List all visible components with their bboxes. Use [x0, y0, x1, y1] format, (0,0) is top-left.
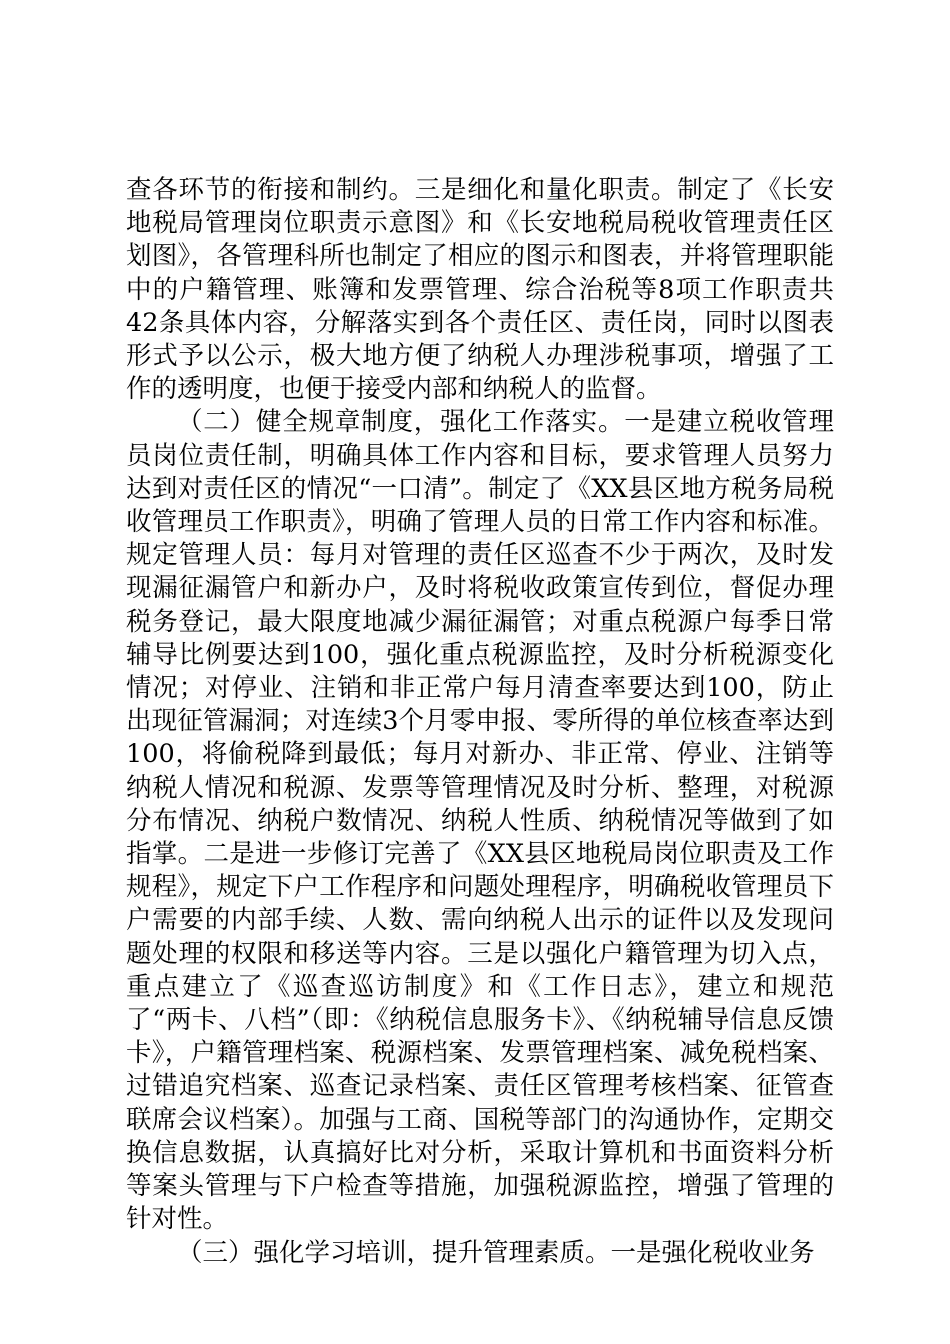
paragraph-continuation: 查各环节的衔接和制约。三是细化和量化职责。制定了《长安地税局管理岗位职责示意图》和《长安地税局税收管理责任区划图》，各管理科所也制定了相应的图示和图表，并将管理职能中的户籍管理、账簿和发票管理、综合治税等8项工作职责共42条具体内容，分解落实到各个责任区、责任岗，同时以图表形式予以公示，极大地方便了纳税人办理涉税事项，增强了工作的透明度，也便于接受内部和纳税人的监督。: [126, 175, 834, 405]
document-page: [126, 174, 834, 1270]
paragraph-section-three: （三）强化学习培训，提升管理素质。一是强化税收业务: [177, 1237, 815, 1268]
paragraph-section-two: （二）健全规章制度，强化工作落实。一是建立税收管理员岗位责任制，明确具体工作内容和目标，要求管理人员努力达到对责任区的情况“一口清”。制定了《XX县区地方税务局税收管理员工作职责》，明确了管理人员的日常工作内容和标准。规定管理人员：每月对管理的责任区巡查不少于两次，及时发现漏征漏管户和新办户，及时将税收政策宣传到位，督促办理税务登记，最大限度地减少漏征漏管；对重点税源户每季日常辅导比例要达到100，强化重点税源监控，及时分析税源变化情况；对停业、注销和非正常户每月清查率要达到100，防止出现征管漏洞；对连续3个月零申报、零所得的单位核查率达到100，将偷税降到最低；每月对新办、非正常、停业、注销等纳税人情况和税源、发票等管理情况及时分析、整理，对税源分布情况、纳税户数情况、纳税人性质、纳税情况等做到了如指掌。二是进一步修订完善了《XX县区地税局岗位职责及工作规程》，规定下户工作程序和问题处理程序，明确税收管理员下户需要的内部手续、人数、需向纳税人出示的证件以及发现问题处理的权限和移送等内容。三是以强化户籍管理为切入点，重点建立了《巡查巡访制度》和《工作日志》，建立和规范了“两卡、八档”（即：《纳税信息服务卡》、《纳税辅导信息反馈卡》，户籍管理档案、税源档案、发票管理档案、减免税档案、过错追究档案、巡查记录档案、责任区管理考核档案、征管查联席会议档案）。加强与工商、国税等部门的沟通协作，定期交换信息数据，认真搞好比对分析，采取计算机和书面资料分析等案头管理与下户检查等措施，加强税源监控，增强了管理的针对性。: [126, 407, 834, 1235]
